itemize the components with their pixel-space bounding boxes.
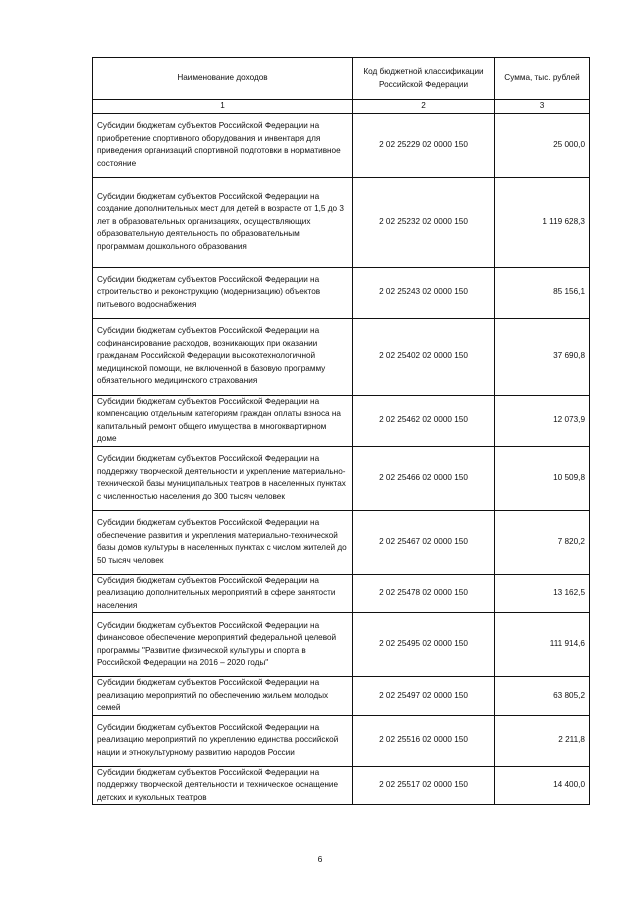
budget-code-cell: 2 02 25478 02 0000 150 [353,574,495,613]
column-number-row [93,100,590,114]
column-number: 3 [495,100,590,114]
header-amount: Сумма, тыс. рублей [495,58,590,100]
table-row [93,715,590,766]
revenue-name-cell: Субсидии бюджетам субъектов Российской Федерации на поддержку творческой деятельности и укрепление материально-технической базы муниципальных театров в населенных пунктах с численностью населения до 300 тысяч человек [93,446,353,510]
revenue-name-cell: Субсидии бюджетам субъектов Российской Федерации на строительство и реконструкцию (модернизацию) объектов питьевого водоснабжения [93,267,353,318]
budget-code-cell: 2 02 25466 02 0000 150 [353,446,495,510]
revenue-name-cell: Субсидии бюджетам субъектов Российской Федерации на софинансирование расходов, возникающих при оказании гражданам Российской Федерации высокотехнологичной медицинской помощи, не включенной в базовую программу обязательного медицинского страхования [93,318,353,395]
revenue-name-cell: Субсидии бюджетам субъектов Российской Федерации на приобретение спортивного оборудования и инвентаря для приведения организаций спортивной подготовки в нормативное состояние [93,113,353,177]
amount-cell: 13 162,5 [495,574,590,613]
budget-code-cell: 2 02 25517 02 0000 150 [353,766,495,805]
revenue-name-cell: Субсидии бюджетам субъектов Российской Федерации на компенсацию отдельным категориям граждан оплаты взноса на капитальный ремонт общего имущества в многоквартирном доме [93,395,353,446]
budget-code-cell: 2 02 25497 02 0000 150 [353,677,495,716]
amount-cell: 10 509,8 [495,446,590,510]
revenue-table [92,57,590,805]
amount-cell: 1 119 628,3 [495,177,590,267]
revenue-name-cell: Субсидии бюджетам субъектов Российской Федерации на финансовое обеспечение мероприятий федеральной целевой программы "Развитие физической культуры и спорта в Российской Федерации на 2016 – 2020 годы" [93,613,353,677]
amount-cell: 85 156,1 [495,267,590,318]
table-row [93,677,590,716]
column-number: 1 [93,100,353,114]
table-row [93,113,590,177]
revenue-name-cell: Субсидии бюджетам субъектов Российской Федерации на обеспечение развития и укрепления материально-технической базы домов культуры в населенных пунктах с числом жителей до 50 тысяч человек [93,510,353,574]
amount-cell: 111 914,6 [495,613,590,677]
table-row [93,766,590,805]
amount-cell: 37 690,8 [495,318,590,395]
budget-code-cell: 2 02 25462 02 0000 150 [353,395,495,446]
page-number: 6 [317,854,323,864]
header-revenue-name: Наименование доходов [93,58,353,100]
table-row [93,574,590,613]
amount-cell: 25 000,0 [495,113,590,177]
budget-code-cell: 2 02 25229 02 0000 150 [353,113,495,177]
table-row [93,613,590,677]
budget-code-cell: 2 02 25402 02 0000 150 [353,318,495,395]
budget-code-cell: 2 02 25495 02 0000 150 [353,613,495,677]
budget-code-cell: 2 02 25516 02 0000 150 [353,715,495,766]
table-row [93,395,590,446]
amount-cell: 12 073,9 [495,395,590,446]
budget-code-cell: 2 02 25232 02 0000 150 [353,177,495,267]
table-row [93,510,590,574]
table-row [93,267,590,318]
revenue-name-cell: Субсидия бюджетам субъектов Российской Федерации на реализацию дополнительных мероприятий в сфере занятости населения [93,574,353,613]
budget-code-cell: 2 02 25243 02 0000 150 [353,267,495,318]
table-row [93,446,590,510]
revenue-name-cell: Субсидии бюджетам субъектов Российской Федерации на реализацию мероприятий по обеспечению жильем молодых семей [93,677,353,716]
table-row [93,177,590,267]
revenue-name-cell: Субсидии бюджетам субъектов Российской Федерации на реализацию мероприятий по укреплению единства российской нации и этнокультурному развитию народов России [93,715,353,766]
column-number: 2 [353,100,495,114]
revenue-name-cell: Субсидии бюджетам субъектов Российской Федерации на создание дополнительных мест для детей в возрасте от 1,5 до 3 лет в образовательных организациях, осуществляющих образовательную деятельность по образовательным программам дошкольного образования [93,177,353,267]
amount-cell: 14 400,0 [495,766,590,805]
revenue-name-cell: Субсидии бюджетам субъектов Российской Федерации на поддержку творческой деятельности и техническое оснащение детских и кукольных театров [93,766,353,805]
amount-cell: 63 805,2 [495,677,590,716]
table-row [93,318,590,395]
budget-code-cell: 2 02 25467 02 0000 150 [353,510,495,574]
header-row [93,58,590,100]
amount-cell: 2 211,8 [495,715,590,766]
header-budget-code: Код бюджетной классификации Российской Федерации [353,58,495,100]
amount-cell: 7 820,2 [495,510,590,574]
